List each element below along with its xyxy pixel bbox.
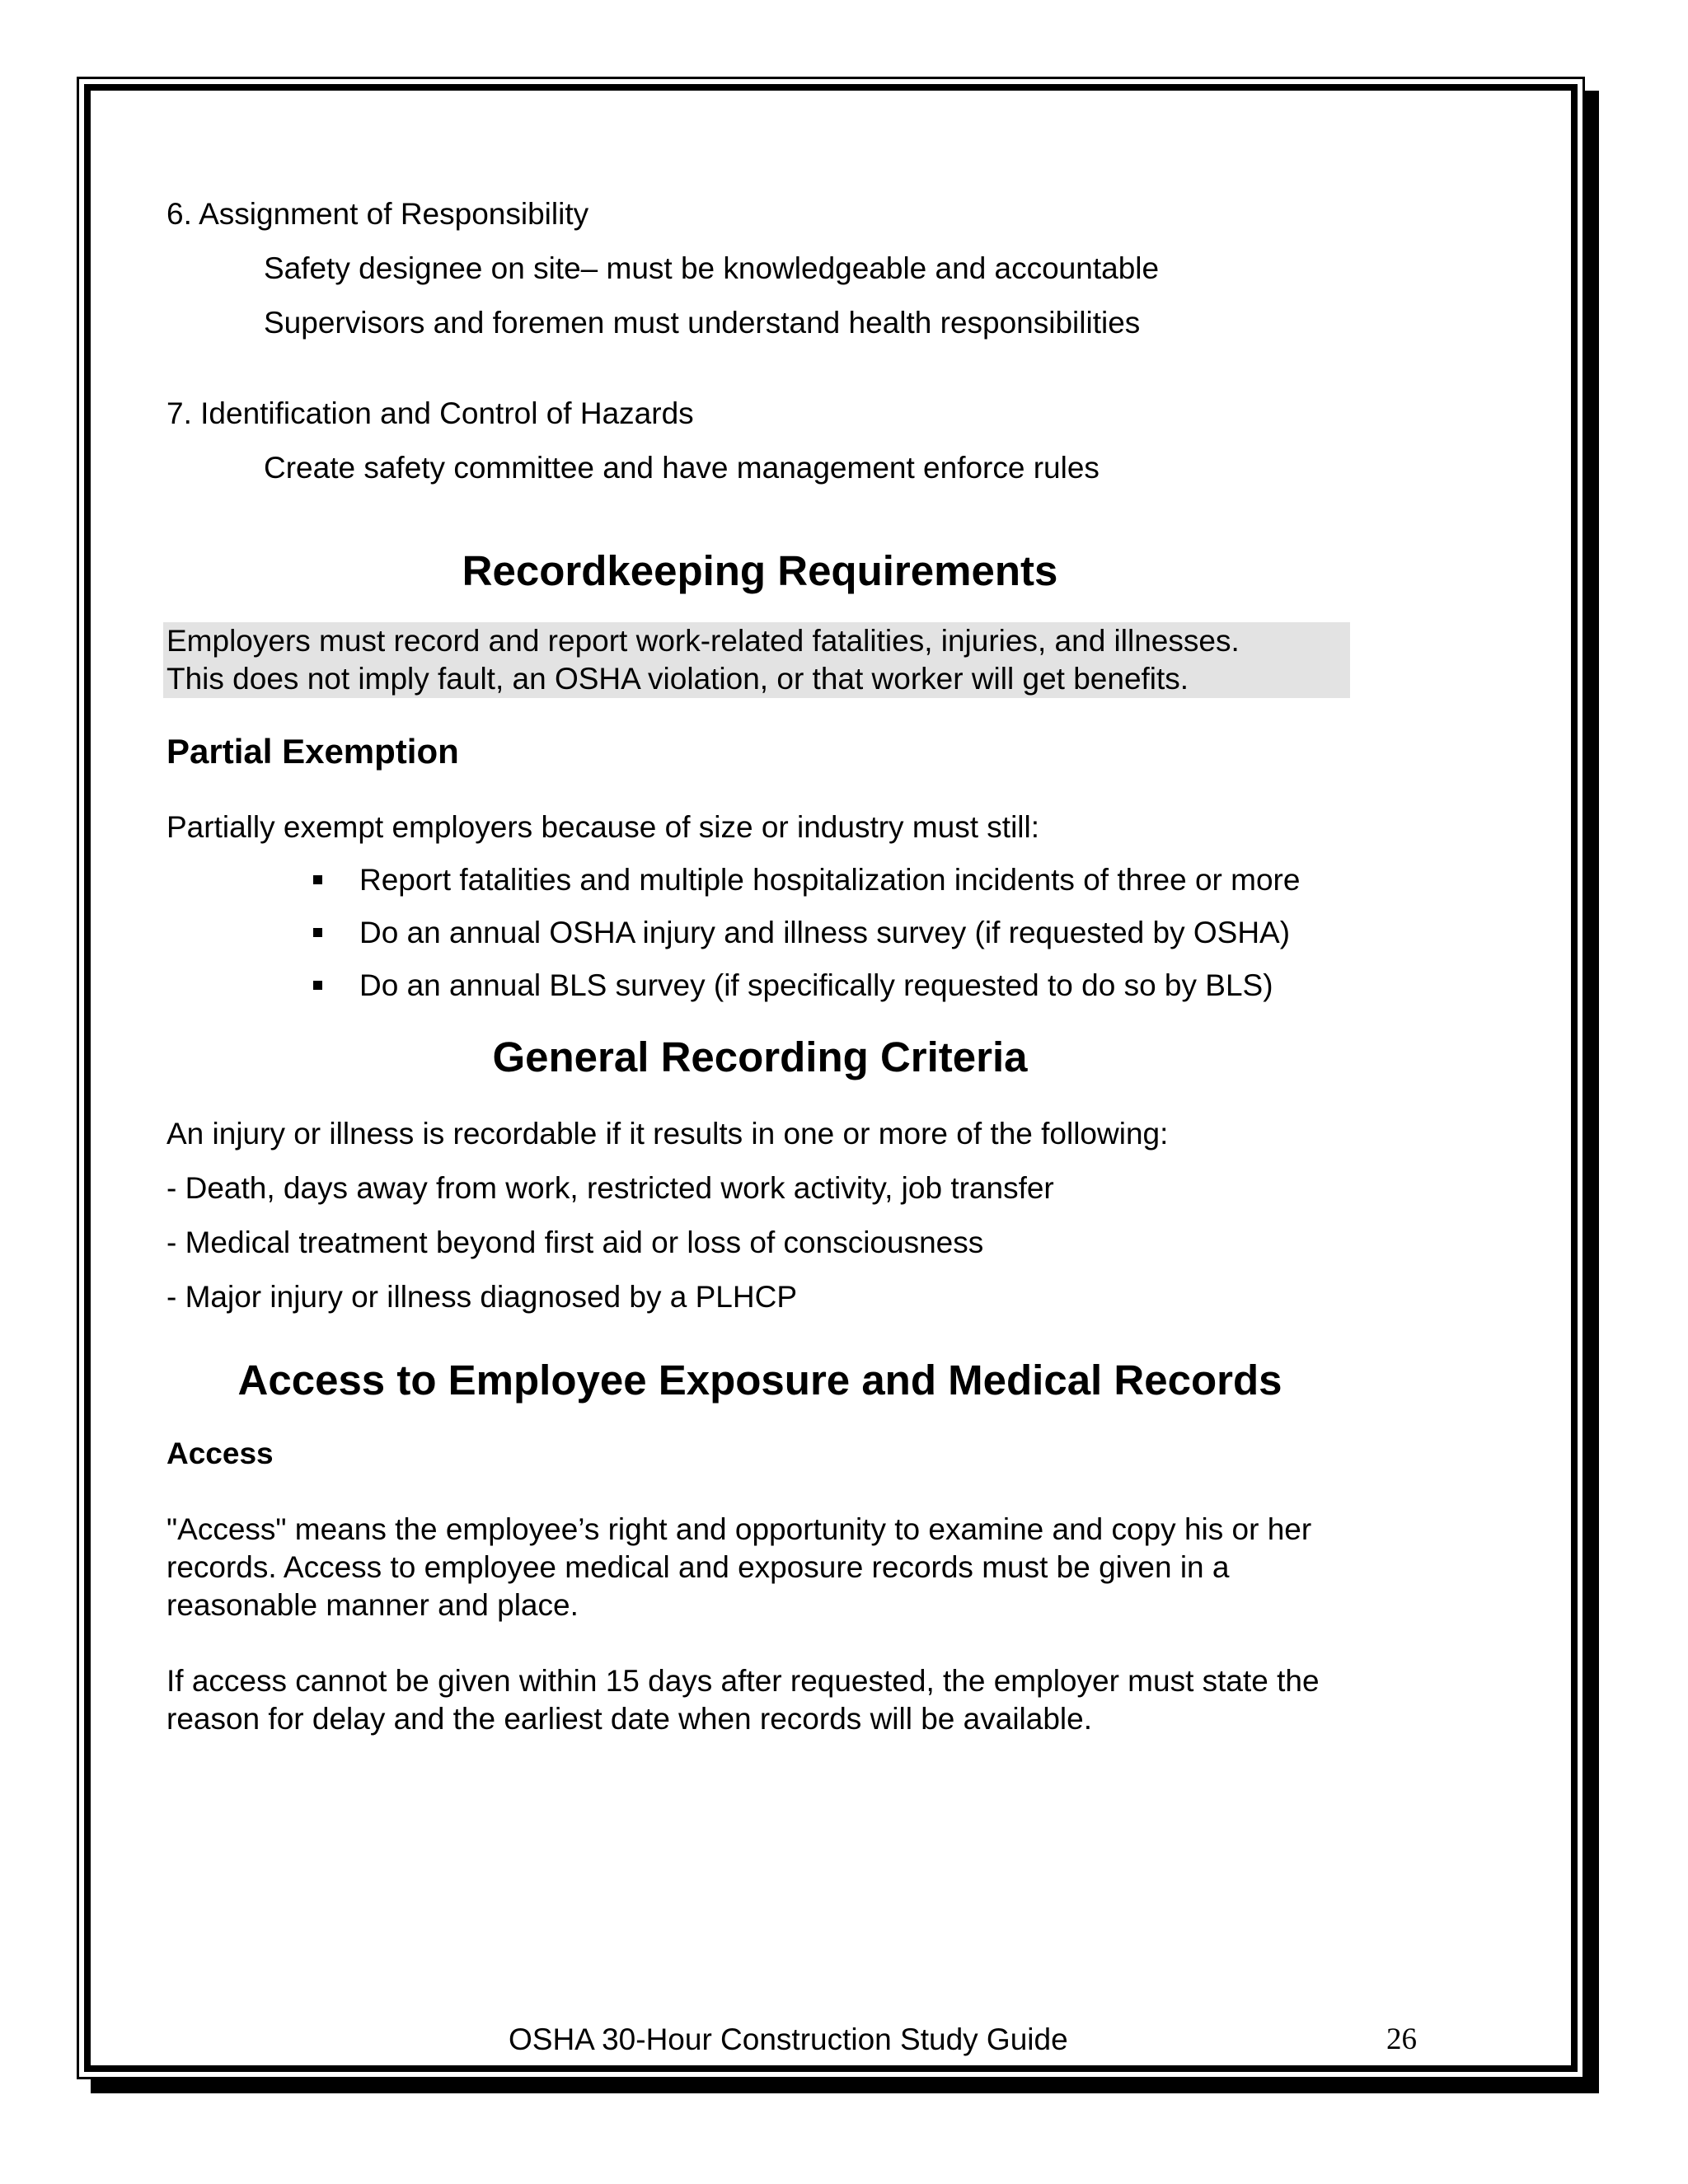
access-paragraph-1: "Access" means the employee’s right and opportunity to examine and copy his or her records. Access to employee medical and exposure records must be given in a reasonable manner and place. (166, 1512, 1312, 1622)
general-criteria-intro: An injury or illness is recordable if it results in one or more of the following: (166, 1117, 1169, 1151)
recordkeeping-highlight-box (163, 622, 1350, 698)
general-criteria-item-3: - Major injury or illness diagnosed by a PLHCP (166, 1280, 798, 1314)
recordkeeping-highlight-line-2: This does not imply fault, an OSHA violation, or that worker will get benefits. (166, 662, 1189, 696)
list-item (313, 861, 1315, 899)
access-paragraph-2: If access cannot be given within 15 days after requested, the employer must state the reason for delay and the earliest date when records will be available. (166, 1664, 1320, 1736)
general-criteria-item-2: - Medical treatment beyond first aid or loss of consciousness (166, 1226, 984, 1259)
partial-exemption-heading: Partial Exemption (166, 732, 459, 771)
item-6-line-2: Supervisors and foremen must understand health responsibilities (264, 306, 1141, 340)
list-item (313, 967, 1315, 1005)
page-content (166, 120, 1353, 1738)
item-6-title: 6. Assignment of Responsibility (166, 197, 589, 231)
recordkeeping-highlight-line-1: Employers must record and report work-related fatalities, injuries, and illnesses. (166, 624, 1240, 658)
square-bullet-icon (313, 981, 322, 990)
item-6-line-1: Safety designee on site– must be knowledgeable and accountable (264, 251, 1160, 285)
item-7-line-1: Create safety committee and have management enforce rules (264, 451, 1100, 485)
general-criteria-item-1: - Death, days away from work, restricted work activity, job transfer (166, 1171, 1054, 1205)
partial-exemption-intro: Partially exempt employers because of size or industry must still: (166, 810, 1040, 844)
partial-exemption-list (166, 861, 1353, 1005)
page-footer (0, 2021, 1688, 2062)
general-criteria-heading: General Recording Criteria (492, 1033, 1028, 1080)
page-number: 26 (1386, 2022, 1417, 2056)
list-item-text: Do an annual BLS survey (if specifically requested to do so by BLS) (359, 968, 1273, 1002)
list-item-text: Report fatalities and multiple hospitalization incidents of three or more (359, 863, 1301, 897)
square-bullet-icon (313, 928, 322, 937)
square-bullet-icon (313, 875, 322, 884)
footer-title: OSHA 30-Hour Construction Study Guide (509, 2022, 1068, 2056)
recordkeeping-heading: Recordkeeping Requirements (462, 547, 1058, 594)
list-item-text: Do an annual OSHA injury and illness survey (if requested by OSHA) (359, 916, 1291, 949)
item-7-title: 7. Identification and Control of Hazards (166, 396, 694, 430)
list-item (313, 914, 1315, 952)
access-heading: Access to Employee Exposure and Medical Records (237, 1357, 1282, 1404)
access-subheading: Access (166, 1436, 274, 1470)
